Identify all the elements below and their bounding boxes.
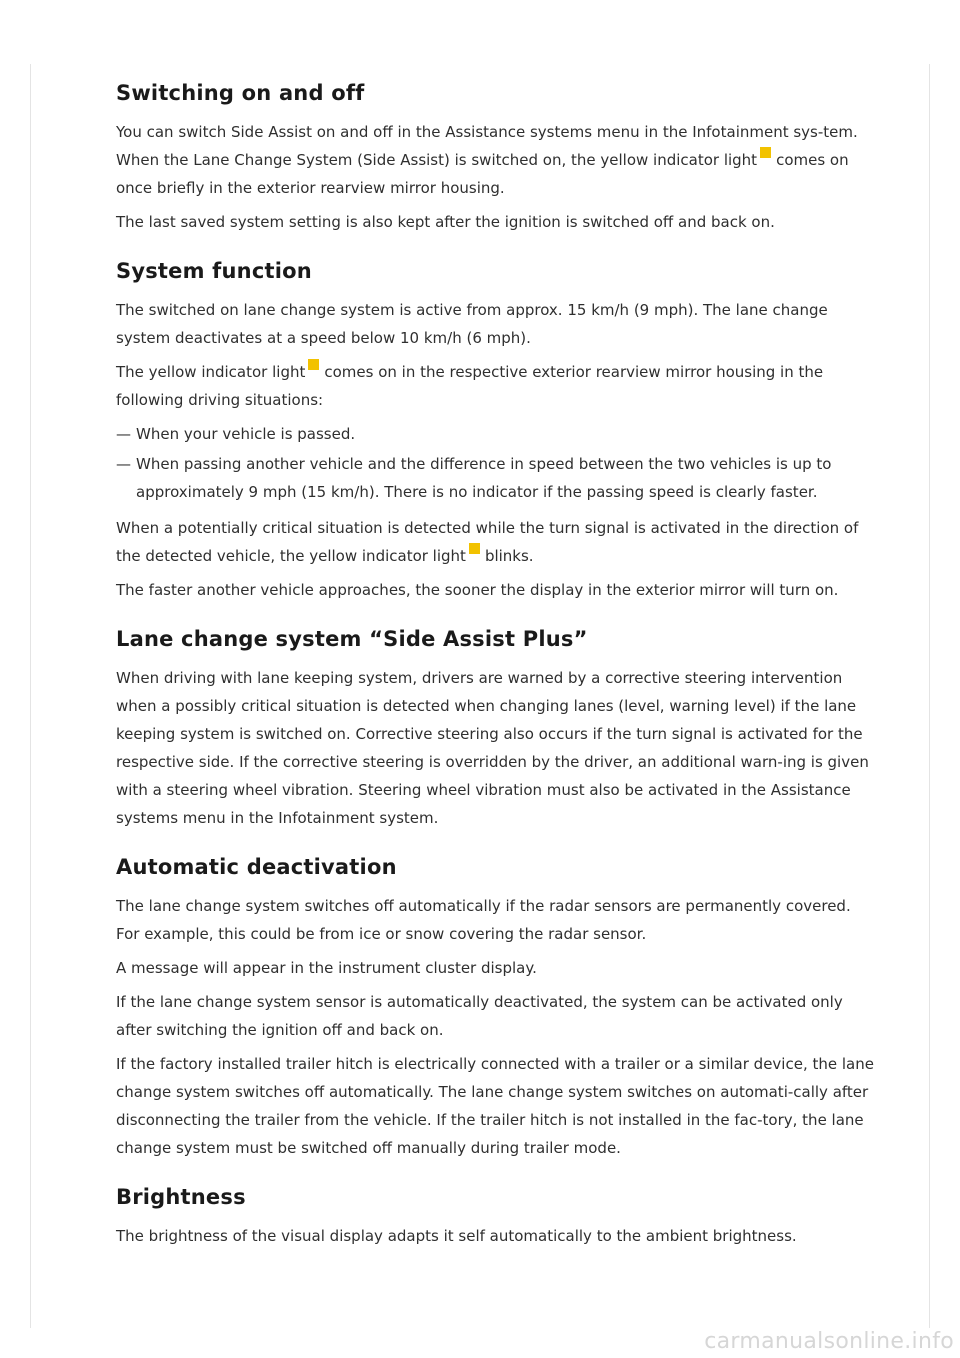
site-watermark: carmanualsonline.info: [704, 1329, 954, 1354]
page-border-right: [929, 64, 930, 1328]
paragraph: The lane change system switches off automatically if the radar sensors are permanently covered. For example, this could be from ice or snow covering the radar sensor.: [116, 897, 851, 943]
paragraph: The last saved system setting is also kept after the ignition is switched off and back on.: [116, 213, 775, 231]
situation-list: [116, 420, 876, 506]
yellow-indicator-light-icon: [308, 359, 319, 370]
yellow-indicator-light-icon: [760, 147, 771, 158]
page-border-left: [30, 64, 31, 1328]
section-system-function: [116, 254, 876, 604]
list-dash: —: [116, 455, 131, 473]
paragraph-text: blinks.: [484, 547, 534, 565]
paragraph: The brightness of the visual display adapts it self automatically to the ambient brightness.: [116, 1227, 797, 1245]
section-heading: Brightness: [116, 1185, 246, 1209]
paragraph: The faster another vehicle approaches, the sooner the display in the exterior mirror will turn on.: [116, 581, 839, 599]
section-heading: Automatic deactivation: [116, 855, 397, 879]
paragraph-text: When a potentially critical situation is detected while the turn signal is activated in the direction of the detected vehicle, the yellow indicator light: [116, 519, 859, 565]
paragraph-text: You can switch Side Assist on and off in the Assistance systems menu in the Infotainment sys-tem. When the Lane Change System (Side Assist) is switched on, the yellow indicator light: [116, 123, 858, 169]
list-dash: —: [116, 425, 131, 443]
section-side-assist-plus: [116, 622, 876, 832]
list-item-text: When your vehicle is passed.: [136, 425, 356, 443]
paragraph-text: comes on once briefly in the exterior rearview mirror housing.: [116, 151, 849, 197]
paragraph: [116, 358, 876, 414]
yellow-indicator-light-icon: [469, 543, 480, 554]
paragraph-text: The yellow indicator light: [116, 363, 306, 381]
list-item-text: When passing another vehicle and the difference in speed between the two vehicles is up to approximately 9 mph (15 km/h). There is no indicator if the passing speed is clearly faster.: [136, 455, 832, 501]
section-switching: [116, 76, 876, 236]
section-heading: System function: [116, 259, 312, 283]
paragraph: When driving with lane keeping system, drivers are warned by a corrective steering intervention when a possibly critical situation is detected when changing lanes (level, warning level) if the lane keeping system is switched on. Corrective steering also occurs if the turn signal is activated for the respective side. If the corrective steering is overridden by the driver, an additional warn-ing is given with a steering wheel vibration. Steering wheel vibration must also be activated in the Assistance systems menu in the Infotainment system.: [116, 669, 869, 827]
section-heading: Switching on and off: [116, 81, 365, 105]
paragraph: [116, 118, 876, 202]
list-item: [116, 450, 876, 506]
manual-page-content: [116, 76, 876, 1268]
section-heading: Lane change system “Side Assist Plus”: [116, 627, 588, 651]
section-brightness: [116, 1180, 876, 1250]
section-automatic-deactivation: [116, 850, 876, 1162]
paragraph: If the lane change system sensor is automatically deactivated, the system can be activated only after switching the ignition off and back on.: [116, 993, 843, 1039]
list-item: [116, 420, 876, 448]
paragraph: If the factory installed trailer hitch is electrically connected with a trailer or a similar device, the lane change system switches off automatically. The lane change system switches on automati-cally after disconnecting the trailer from the vehicle. If the trailer hitch is not installed in the fac-tory, the lane change system must be switched off manually during trailer mode.: [116, 1055, 874, 1157]
paragraph: [116, 514, 876, 570]
paragraph: A message will appear in the instrument cluster display.: [116, 959, 537, 977]
paragraph-text: comes on in the respective exterior rearview mirror housing in the following driving situations:: [116, 363, 824, 409]
paragraph: The switched on lane change system is active from approx. 15 km/h (9 mph). The lane change system deactivates at a speed below 10 km/h (6 mph).: [116, 301, 828, 347]
